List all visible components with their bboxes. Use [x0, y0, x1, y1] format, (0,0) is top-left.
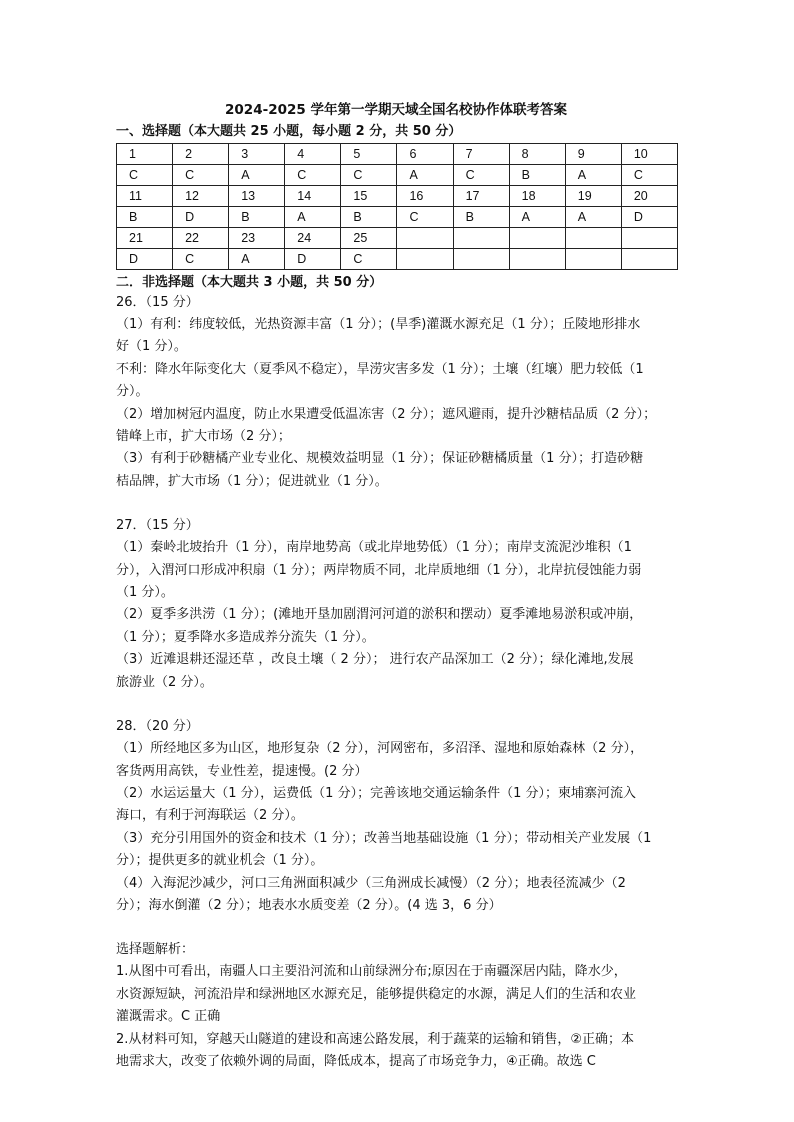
- question-26-line: 分）。: [116, 384, 149, 400]
- answer-table-cell: B: [453, 207, 509, 228]
- question-28-heading: 28．（20 分）: [116, 719, 199, 735]
- analysis-line: 2.从材料可知，穿越天山隧道的建设和高速公路发展，利于蔬菜的运输和销售，②正确；本: [116, 1031, 635, 1047]
- analysis-line: 灌溉需求。C 正确: [116, 1009, 221, 1025]
- answer-table-cell: A: [565, 207, 621, 228]
- answer-table-cell: D: [621, 207, 677, 228]
- answer-table-cell: 16: [397, 186, 453, 207]
- question-26-line: 错峰上市，扩大市场（2 分）；: [116, 429, 291, 445]
- answer-table-row: [117, 144, 678, 165]
- answer-table-row: [117, 186, 678, 207]
- question-26-line: 不利：降水年际变化大（夏季风不稳定），旱涝灾害多发（1 分）；土壤（红壤）肥力较低（1: [116, 361, 644, 377]
- answer-table-cell: A: [509, 207, 565, 228]
- answer-table-cell: C: [117, 165, 173, 186]
- question-27: [116, 515, 676, 694]
- question-27-line: （2）夏季多洪涝（1 分）；(滩地开垦加剧渭河河道的淤积和摆动）夏季滩地易淤积或冲崩，: [116, 607, 643, 623]
- answer-table-cell: C: [397, 207, 453, 228]
- analysis-line: 1.从图中可看出，南疆人口主要沿河流和山前绿洲分布;原因在于南疆深居内陆，降水少，: [116, 964, 627, 980]
- answer-table: [116, 143, 678, 270]
- answer-table-cell: 8: [509, 144, 565, 165]
- answer-table-cell: 6: [397, 144, 453, 165]
- answer-table-cell: D: [173, 207, 229, 228]
- question-27-line: （1 分）。: [116, 585, 174, 601]
- answer-table-cell: A: [229, 165, 285, 186]
- answer-table-row: [117, 207, 678, 228]
- answer-table-cell: 15: [341, 186, 397, 207]
- answer-table-cell: 18: [509, 186, 565, 207]
- document-title: 2024-2025 学年第一学期天域全国名校协作体联考答案: [225, 102, 567, 118]
- answer-table-cell: 10: [621, 144, 677, 165]
- analysis-heading: 选择题解析：: [116, 942, 195, 958]
- question-27-line: （1）秦岭北坡抬升（1 分），南岸地势高（或北岸地势低）（1 分）；南岸支流泥沙堆积（1: [116, 540, 632, 556]
- answer-table-cell: A: [397, 165, 453, 186]
- answer-table-cell: 25: [341, 228, 397, 249]
- answer-table-row: [117, 228, 678, 249]
- section-multiple-choice-heading: 一、选择题（本大题共 25 小题，每小题 2 分，共 50 分）: [116, 124, 462, 139]
- answer-table-cell: [453, 228, 509, 249]
- question-27-line: （3）近滩退耕还湿还草 ，改良土壤（ 2 分）； 进行农产品深加工（2 分）；绿化滩地,发展: [116, 652, 634, 668]
- question-28-line: （4）入海泥沙减少，河口三角洲面积减少（三角洲成长减慢）（2 分）；地表径流减少（2: [116, 875, 626, 891]
- question-27-line: （1 分）；夏季降水多造成养分流失（1 分）。: [116, 629, 375, 645]
- answer-table-cell: D: [117, 249, 173, 270]
- answer-table-cell: [565, 249, 621, 270]
- answer-table-cell: 23: [229, 228, 285, 249]
- answer-table-cell: 14: [285, 186, 341, 207]
- question-27-line: 旅游业（2 分）。: [116, 674, 213, 690]
- question-28-line: （2）水运运量大（1 分），运费低（1 分）；完善该地交通运输条件（1 分）；柬埔寨河流入: [116, 785, 636, 801]
- answer-table-cell: 17: [453, 186, 509, 207]
- answer-table-cell: 22: [173, 228, 229, 249]
- answer-table-cell: A: [229, 249, 285, 270]
- answer-table-cell: [397, 228, 453, 249]
- answer-table-cell: 19: [565, 186, 621, 207]
- answer-table-cell: 21: [117, 228, 173, 249]
- answer-table-cell: [509, 249, 565, 270]
- question-28-line: （1）所经地区多为山区，地形复杂（2 分），河网密布，多沼泽、湿地和原始森林（2 分），: [116, 741, 644, 757]
- answer-table-cell: B: [229, 207, 285, 228]
- answer-table-cell: [397, 249, 453, 270]
- answer-table-row: [117, 249, 678, 270]
- answer-table-cell: C: [173, 165, 229, 186]
- answer-table-cell: C: [285, 165, 341, 186]
- choice-analysis: [116, 939, 676, 1073]
- answer-table-cell: 1: [117, 144, 173, 165]
- answer-table-cell: 3: [229, 144, 285, 165]
- question-27-heading: 27．（15 分）: [116, 518, 199, 534]
- answer-table-cell: 13: [229, 186, 285, 207]
- answer-table-cell: 12: [173, 186, 229, 207]
- question-28-line: （3）充分引用国外的资金和技术（1 分）；改善当地基础设施（1 分）；带动相关产业发展（1: [116, 830, 652, 846]
- answer-table-cell: 2: [173, 144, 229, 165]
- answer-table-cell: A: [565, 165, 621, 186]
- question-26-line: （2）增加树冠内温度，防止水果遭受低温冻害（2 分）；遮风避雨，提升沙糖桔品质（2 分）；: [116, 406, 657, 422]
- answer-table-cell: 9: [565, 144, 621, 165]
- answer-table-cell: 24: [285, 228, 341, 249]
- question-26-line: （1）有利：纬度较低，光热资源丰富（1 分）；(旱季)灌溉水源充足（1 分）；丘陵地形排水: [116, 317, 641, 332]
- question-26-line: 桔品牌，扩大市场（1 分）；促进就业（1 分）。: [116, 473, 388, 489]
- answer-table-cell: B: [341, 207, 397, 228]
- question-26-line: 好（1 分）。: [116, 339, 187, 355]
- question-26: [116, 292, 676, 493]
- answer-table-cell: 20: [621, 186, 677, 207]
- question-28-line: 客货两用高铁，专业性差，提速慢。(2 分）: [116, 763, 368, 779]
- section-non-choice-heading: 二．非选择题（本大题共 3 小题，共 50 分）: [116, 275, 383, 290]
- answer-table-cell: 4: [285, 144, 341, 165]
- question-28-line: 分）；提供更多的就业机会（1 分）。: [116, 853, 324, 869]
- answer-table-cell: 11: [117, 186, 173, 207]
- question-26-line: （3）有利于砂糖橘产业专业化、规模效益明显（1 分）；保证砂糖橘质量（1 分）；打造砂糖: [116, 451, 644, 467]
- answer-table-cell: B: [117, 207, 173, 228]
- question-26-heading: 26．（15 分）: [116, 295, 199, 310]
- answer-table-cell: [565, 228, 621, 249]
- question-28-line: 分）；海水倒灌（2 分）；地表水水质变差（2 分）。(4 选 3，6 分）: [116, 897, 502, 913]
- answer-table-cell: C: [341, 249, 397, 270]
- analysis-line: 地需求大，改变了依赖外调的局面，降低成本，提高了市场竞争力，④正确。故选 C: [116, 1053, 596, 1069]
- answer-table-cell: [621, 228, 677, 249]
- answer-table-cell: 7: [453, 144, 509, 165]
- answer-table-cell: C: [453, 165, 509, 186]
- answer-table-cell: [453, 249, 509, 270]
- answer-table-cell: [621, 249, 677, 270]
- answer-table-cell: D: [285, 249, 341, 270]
- answer-table-cell: C: [341, 165, 397, 186]
- answer-table-cell: A: [285, 207, 341, 228]
- answer-document: [116, 98, 676, 1073]
- question-28: [116, 716, 676, 917]
- answer-table-cell: C: [173, 249, 229, 270]
- answer-table-cell: 5: [341, 144, 397, 165]
- question-28-line: 海口，有利于河海联运（2 分）。: [116, 808, 304, 824]
- answer-table-cell: C: [621, 165, 677, 186]
- answer-table-cell: [509, 228, 565, 249]
- question-27-line: 分），入渭河口形成冲积扇（1 分）；两岸物质不同，北岸质地细（1 分），北岸抗侵蚀能力弱: [116, 562, 642, 578]
- answer-table-cell: B: [509, 165, 565, 186]
- answer-table-row: [117, 165, 678, 186]
- analysis-line: 水资源短缺，河流沿岸和绿洲地区水源充足，能够提供稳定的水源，满足人们的生活和农业: [116, 986, 637, 1002]
